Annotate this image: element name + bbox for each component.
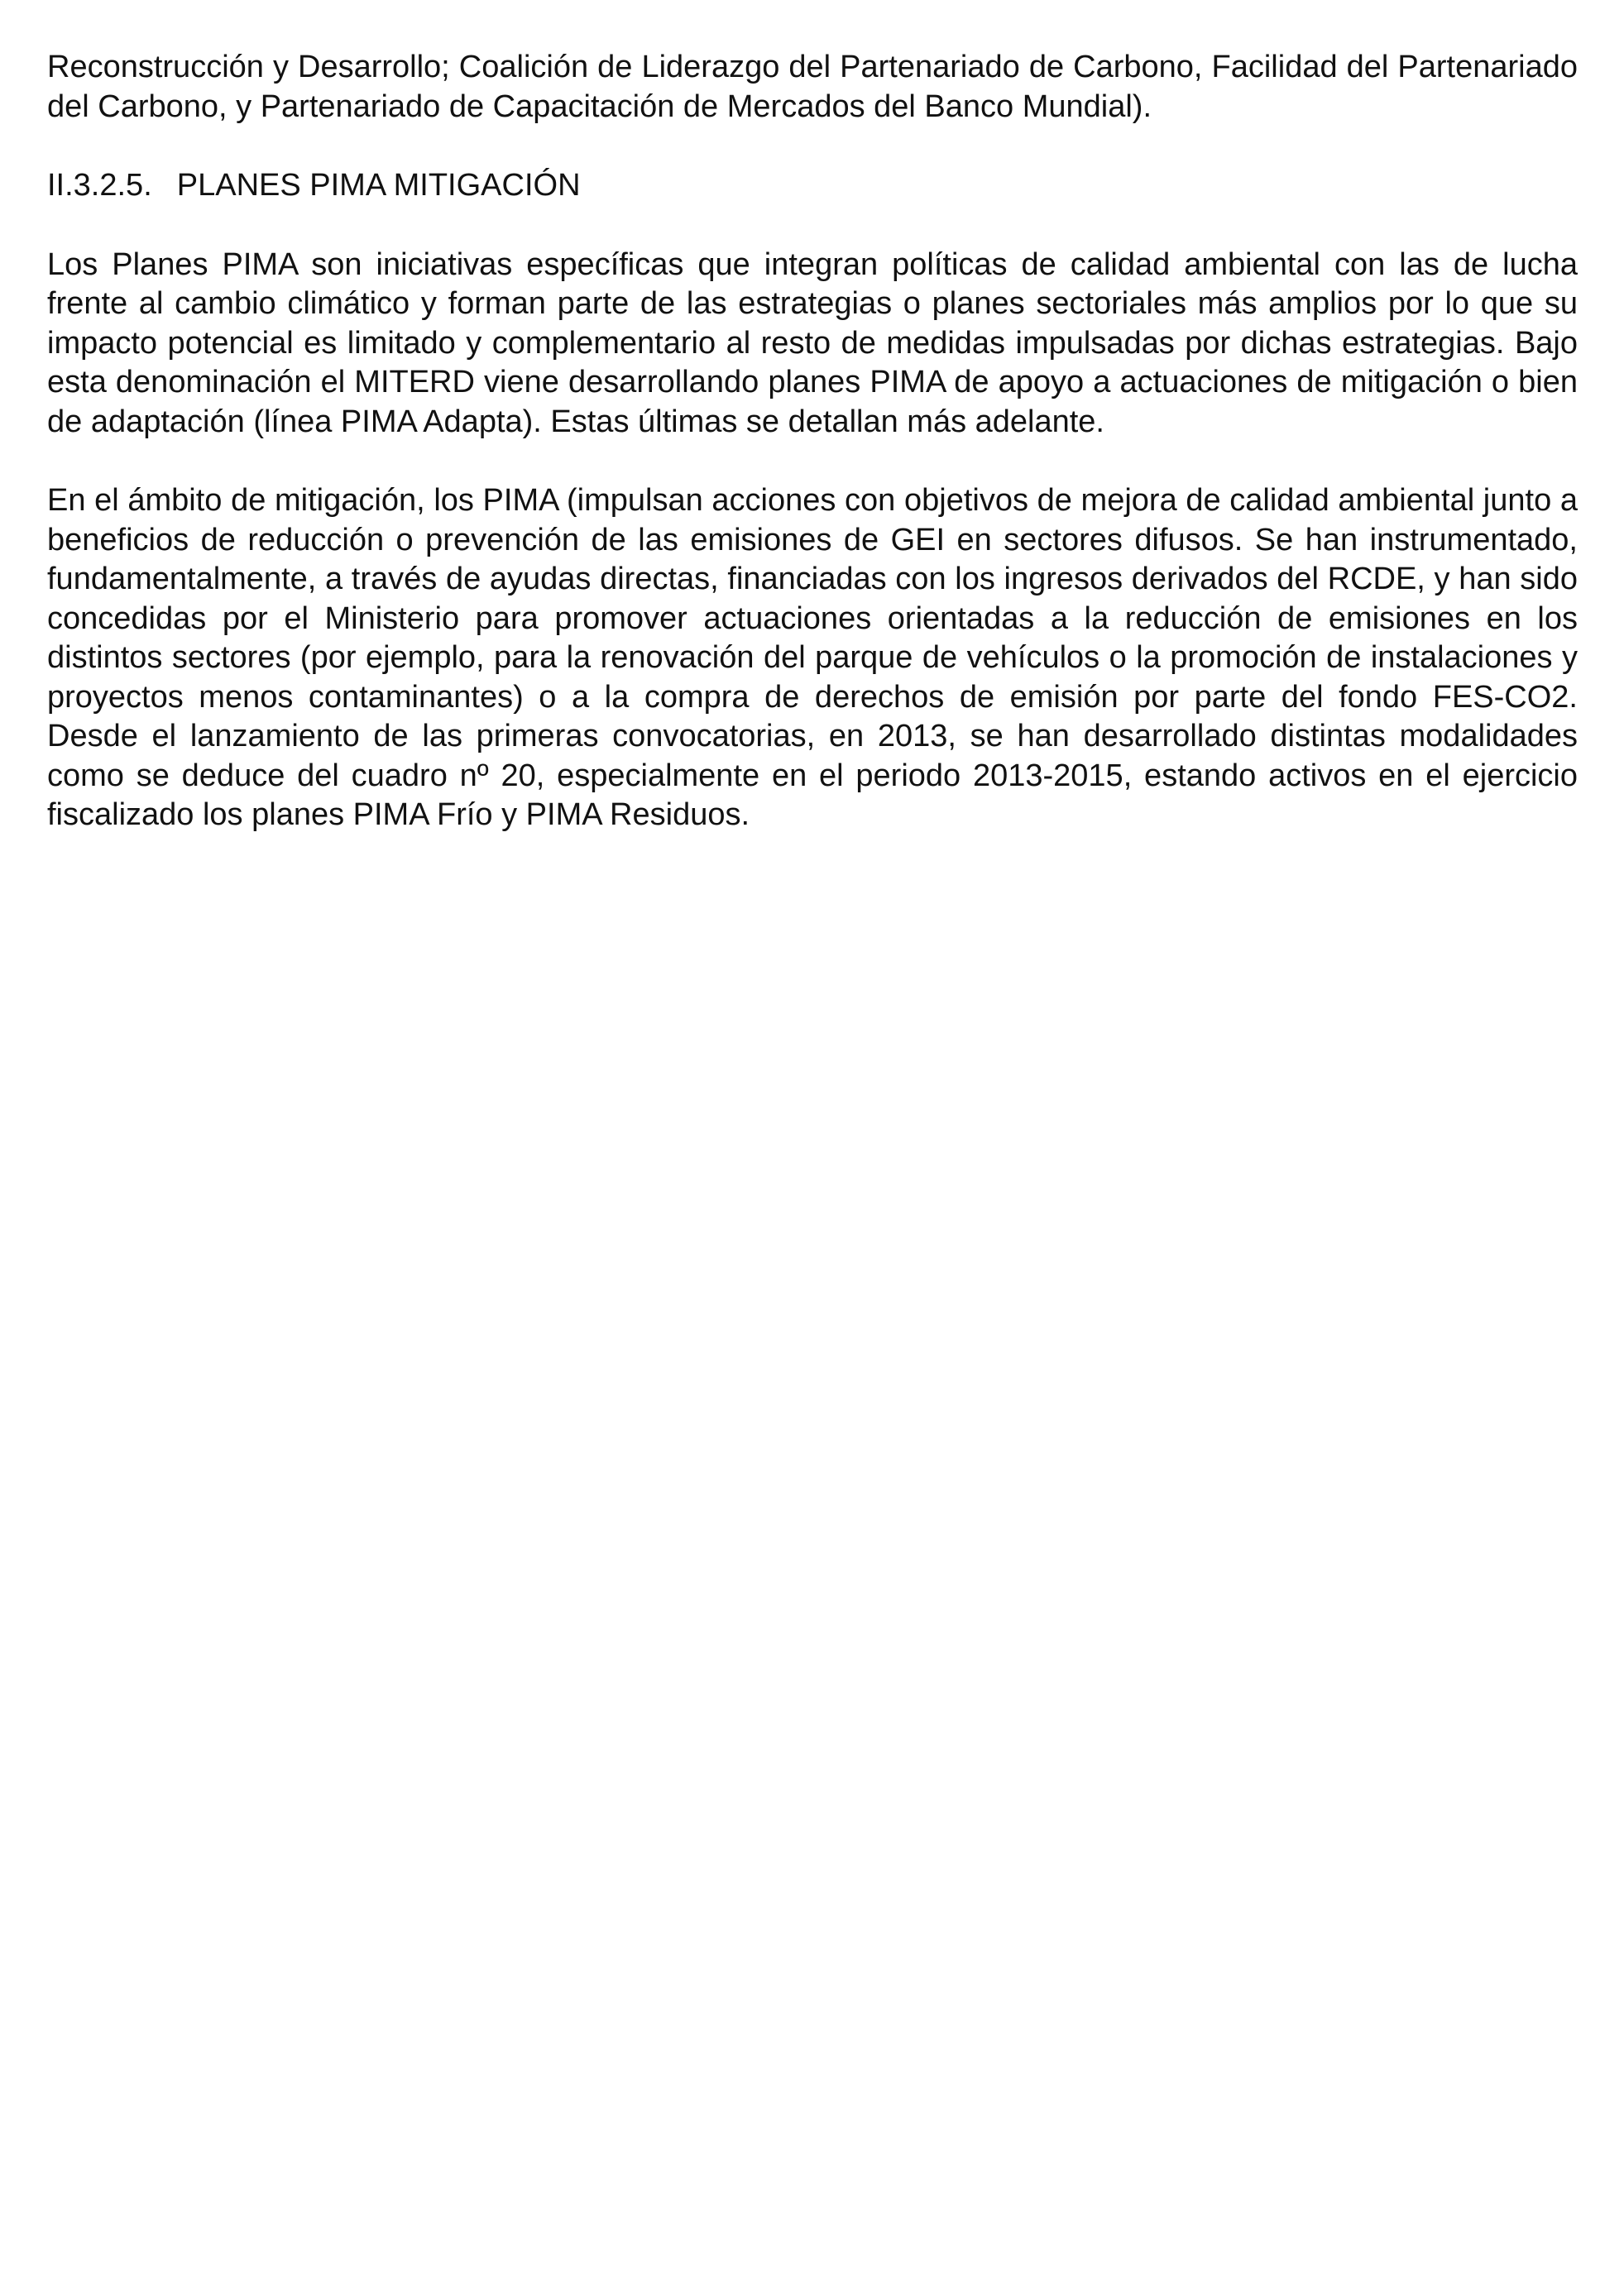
paragraph-ambito-mitigacion: En el ámbito de mitigación, los PIMA (impulsan acciones con objetivos de mejora de calidad ambiental junto a beneficios de reducción o prevención de las emisiones de GEI en sectores difusos. Se han instrumentado, fundamentalmente, a través de ayudas directas, financiadas con los ingresos derivados del RCDE, y han sido concedidas por el Ministerio para promover actuaciones orientadas a la reducción de emisiones en los distintos sectores (por ejemplo, para la renovación del parque de vehículos o la promoción de instalaciones y proyectos menos contaminantes) o a la compra de derechos de emisión por parte del fondo FES-CO2. Desde el lanzamiento de las primeras convocatorias, en 2013, se han desarrollado distintas modalidades como se deduce del cuadro nº 20, especialmente en el periodo 2013-2015, estando activos en el ejercicio fiscalizado los planes PIMA Frío y PIMA Residuos. bbox=[47, 483, 1578, 832]
spacer bbox=[47, 442, 1578, 481]
paragraph-planes-pima: Los Planes PIMA son iniciativas específicas que integran políticas de calidad ambiental con las de lucha frente al cambio climático y forman parte de las estrategias o planes sectoriales más amplios por lo que su impacto potencial es limitado y complementario al resto de medidas impulsadas por dichas estrategias. Bajo esta denominación el MITERD viene desarrollando planes PIMA de apoyo a actuaciones de mitigación o bien de adaptación (línea PIMA Adapta). Estas últimas se detallan más adelante. bbox=[47, 246, 1578, 439]
document-page bbox=[47, 48, 1578, 835]
spacer bbox=[47, 206, 1578, 246]
section-number: II.3.2.5. bbox=[47, 168, 152, 203]
continuation-paragraph: Reconstrucción y Desarrollo; Coalición de Liderazgo del Partenariado de Carbono, Facilidad del Partenariado del Carbono, y Partenariado de Capacitación de Mercados del Banco Mundial). bbox=[47, 50, 1578, 124]
section-title: PLANES PIMA MITIGACIÓN bbox=[176, 168, 581, 203]
section-heading bbox=[47, 166, 1578, 206]
spacer bbox=[47, 127, 1578, 166]
